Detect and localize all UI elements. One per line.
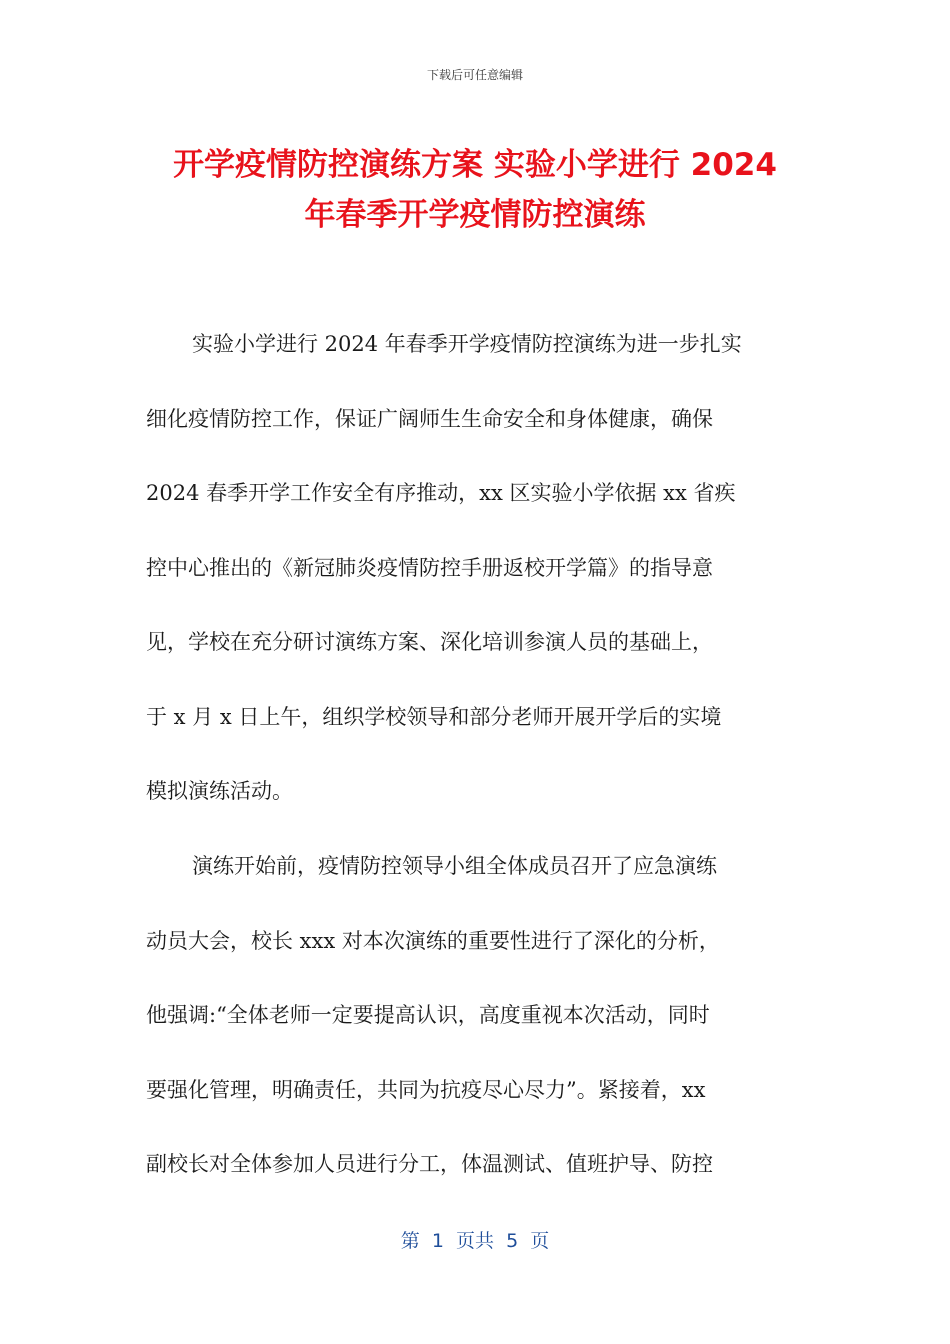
paragraph-line: 2024 春季开学工作安全有序推动，xx 区实验小学依据 xx 省疾 — [146, 481, 736, 505]
paragraph-line: 于 x 月 x 日上午，组织学校领导和部分老师开展开学后的实境 — [146, 704, 722, 729]
paragraph-line: 他强调:“全体老师一定要提高认识，高度重视本次活动，同时 — [146, 1003, 710, 1027]
paragraph-line: 要强化管理，明确责任，共同为抗疫尽心尽力”。紧接着，xx — [146, 1077, 706, 1102]
page-header: 下载后可任意编辑 — [426, 68, 523, 82]
paragraph-2 — [146, 852, 802, 1225]
paragraph-line: 细化疫情防控工作，保证广阔师生生命安全和身体健康，确保 — [146, 406, 713, 431]
paragraph-line: 控中心推出的《新冠肺炎疫情防控手册返校开学篇》的指导意 — [146, 555, 713, 580]
paragraph-line: 演练开始前，疫情防控领导小组全体成员召开了应急演练 — [192, 854, 717, 878]
paragraph-line: 动员大会，校长 xxx 对本次演练的重要性进行了深化的分析， — [146, 928, 720, 953]
paragraph-line: 模拟演练活动。 — [146, 779, 293, 803]
document-title-line-1: 开学疫情防控演练方案 实验小学进行 2024 — [173, 147, 777, 183]
document-title — [140, 140, 810, 240]
paragraph-line: 见，学校在充分研讨演练方案、深化培训参演人员的基础上， — [146, 630, 713, 654]
paragraph-line: 实验小学进行 2024 年春季开学疫情防控演练为进一步扎实 — [192, 332, 742, 356]
paragraph-line: 副校长对全体参加人员进行分工，体温测试、值班护导、防控 — [146, 1152, 713, 1176]
paragraph-1 — [146, 330, 802, 852]
document-title-line-2: 年春季开学疫情防控演练 — [304, 197, 646, 233]
page-number-footer: 第 1 页共 5 页 — [400, 1230, 550, 1252]
